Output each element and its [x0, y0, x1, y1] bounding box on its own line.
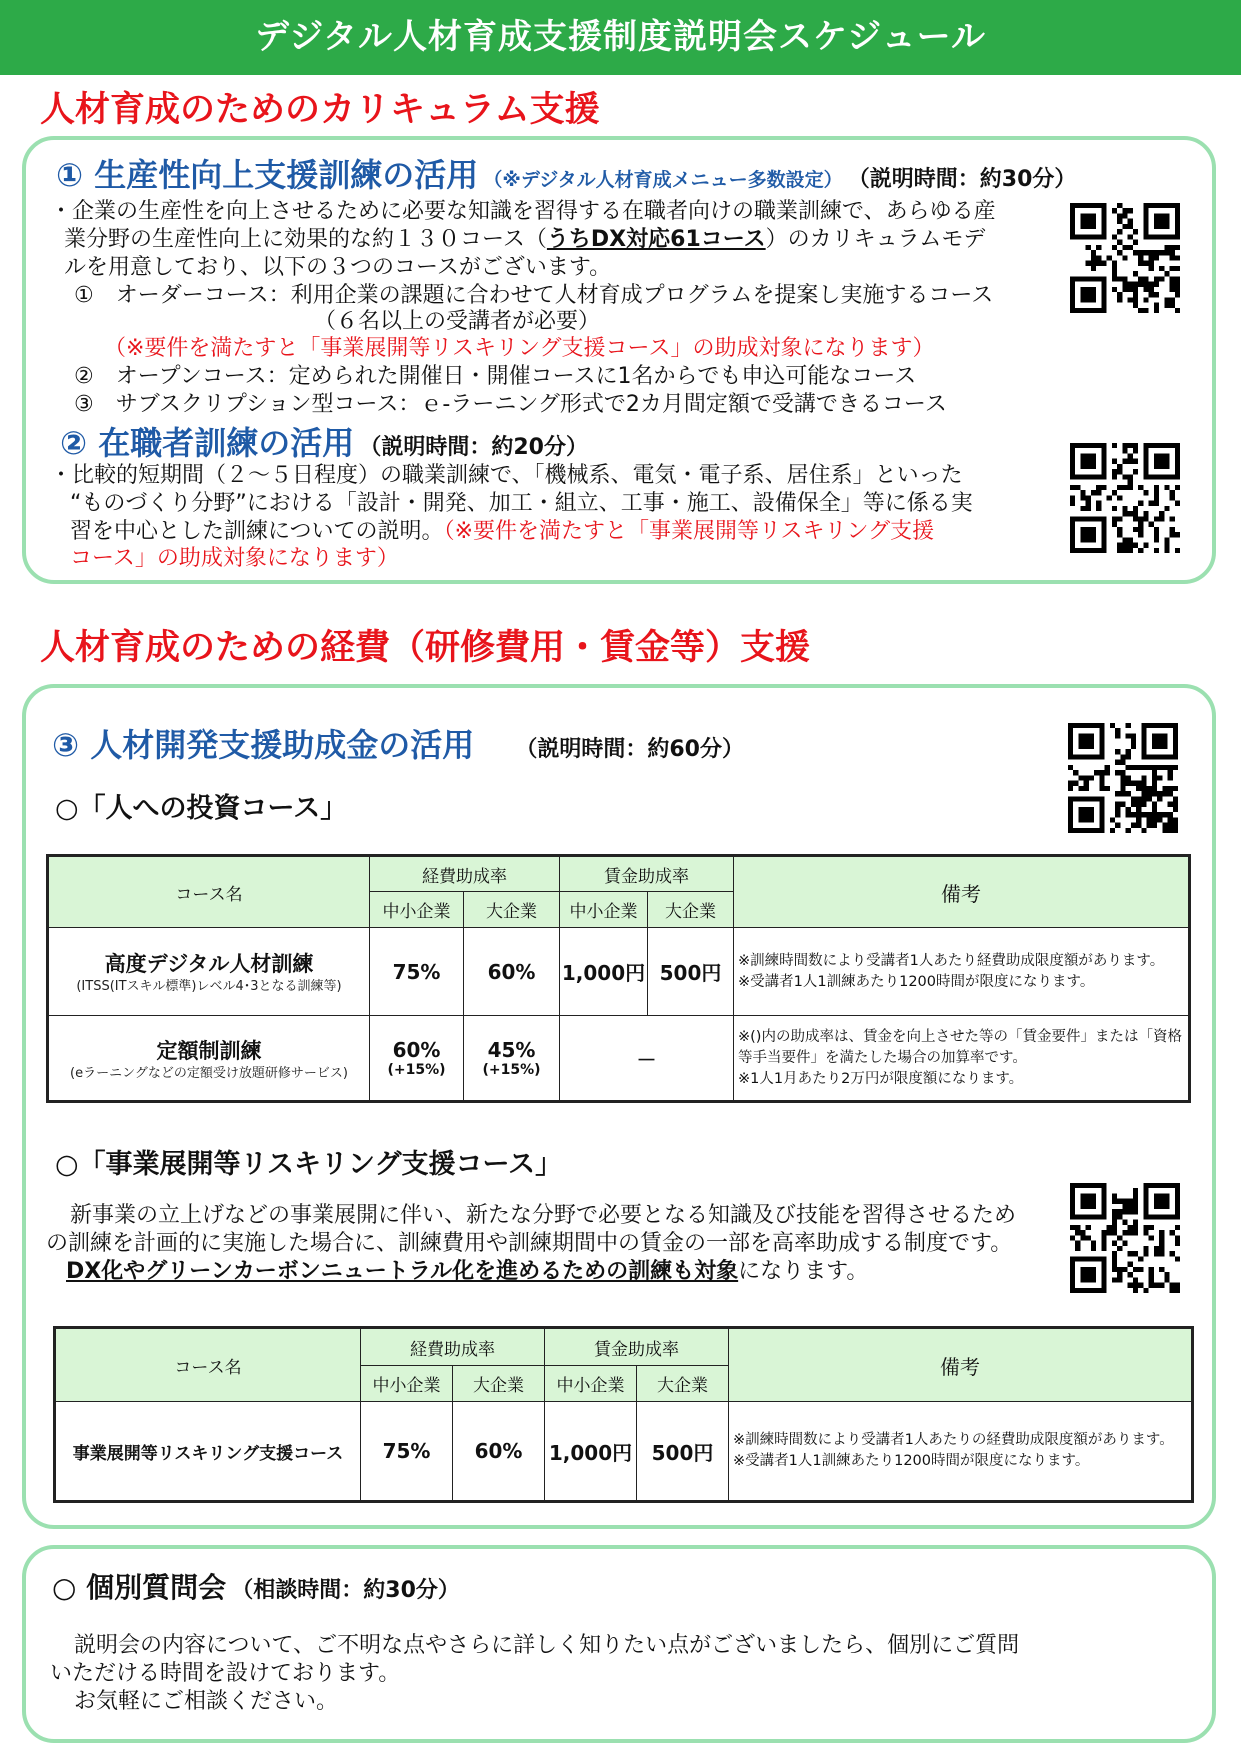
- course-name-cell: 定額制訓練 (eラーニングなどの定額受け放題研修サービス): [48, 1016, 370, 1102]
- col-header-course: コース名: [48, 856, 370, 928]
- item2-time: （説明時間：約20分）: [359, 435, 588, 460]
- course2-heading: ○「事業展開等リスキリング支援コース」: [55, 1149, 563, 1180]
- wage-large-cell: 500円: [637, 1402, 729, 1502]
- item2-line: 習を中心とした訓練についての説明。（※要件を満たすと「事業展開等リスキリング支援: [70, 519, 935, 544]
- exp-large-cell: 45% (+15%): [464, 1016, 560, 1102]
- dx-course-count: うちDX対応61コース: [546, 227, 766, 252]
- open-course-line: ② オープンコース：定められた開催日・開催コースに1名からでも申込可能なコース: [74, 364, 917, 389]
- col-header-wage: 賃金助成率: [545, 1328, 729, 1366]
- item2-line: ・比較的短期間（２～５日程度）の職業訓練で、「機械系、電気・電子系、居住系」といった: [50, 463, 963, 488]
- item2-heading: [60, 418, 588, 464]
- exp-sme-cell: 75%: [370, 928, 464, 1016]
- qr-code-productivity[interactable]: [1070, 203, 1180, 313]
- col-header-remarks: 備考: [729, 1328, 1193, 1402]
- item1-line: ルを用意しており、以下の３つのコースがございます。: [64, 255, 612, 280]
- dx-target-note: DX化やグリーンカーボンニュートラル化を進めるための訓練も対象: [66, 1259, 739, 1284]
- order-course-requirement: （６名以上の受講者が必要）: [314, 309, 601, 334]
- col-header-sme: 中小企業: [545, 1366, 637, 1402]
- exp-large-cell: 60%: [453, 1402, 545, 1502]
- remarks-cell: ※訓練時間数により受講者1人あたり経費助成限度額があります。 ※受講者1人1訓練あたり1200時間が限度になります。: [734, 928, 1190, 1016]
- item2-line: コース」の助成対象になります）: [70, 546, 399, 571]
- item1-title: ① 生産性向上支援訓練の活用: [56, 156, 479, 194]
- remarks-cell: ※()内の助成率は、賃金を向上させた等の「賃金要件」または「資格等手当要件」を満たした場合の加算率です。 ※1人1月あたり2万円が限度額になります。: [734, 1016, 1190, 1102]
- item3-title: ③ 人材開発支援助成金の活用: [52, 726, 475, 764]
- item2-title: ② 在職者訓練の活用: [60, 424, 355, 462]
- course1-heading: ○「人への投資コース」: [55, 793, 348, 824]
- order-course-subsidy-note: （※要件を満たすと「事業展開等リスキリング支援コース」の助成対象になります）: [104, 336, 935, 361]
- exp-sme-cell: 60% (+15%): [370, 1016, 464, 1102]
- remarks-cell: ※訓練時間数により受講者1人あたりの経費助成限度額があります。 ※受講者1人1訓練あたり1200時間が限度になります。: [729, 1402, 1193, 1502]
- item1-heading: [56, 150, 1076, 196]
- qr-code-incumbent-training[interactable]: [1070, 443, 1180, 553]
- col-header-wage: 賃金助成率: [560, 856, 734, 892]
- consultation-time: （相談時間：約30分）: [231, 1578, 460, 1603]
- col-header-large: 大企業: [453, 1366, 545, 1402]
- col-header-sme: 中小企業: [370, 892, 464, 928]
- consultation-title: ○ 個別質問会: [52, 1571, 227, 1604]
- item1-line: ・企業の生産性を向上させるために必要な知識を習得する在職者向けの職業訓練で、あらゆる産: [50, 199, 996, 224]
- section-heading-curriculum: 人材育成のためのカリキュラム支援: [40, 90, 600, 130]
- wage-sme-cell: 1,000円: [545, 1402, 637, 1502]
- col-header-expense: 経費助成率: [361, 1328, 545, 1366]
- item3-time: （説明時間：約60分）: [515, 737, 744, 762]
- course2-line: DX化やグリーンカーボンニュートラル化を進めるための訓練も対象になります。: [66, 1259, 869, 1284]
- item2-line: “ものづくり分野”における「設計・開発、加工・組立、工事・施工、設備保全」等に係る実: [70, 491, 973, 516]
- exp-sme-cell: 75%: [361, 1402, 453, 1502]
- course2-line: 新事業の立上げなどの事業展開に伴い、新たな分野で必要となる知識及び技能を習得させるため: [70, 1203, 1017, 1228]
- consultation-line: お気軽にご相談ください。: [74, 1689, 339, 1714]
- exp-large-cell: 60%: [464, 928, 560, 1016]
- section-heading-expenses: 人材育成のための経費（研修費用・賃金等）支援: [40, 628, 811, 668]
- consultation-line: 説明会の内容について、ご不明な点やさらに詳しく知りたい点がございましたら、個別にご質問: [74, 1633, 1020, 1658]
- col-header-remarks: 備考: [734, 856, 1190, 928]
- col-header-large: 大企業: [637, 1366, 729, 1402]
- item3-heading: [52, 720, 744, 766]
- course-name-cell: 事業展開等リスキリング支援コース: [55, 1402, 361, 1502]
- col-header-large: 大企業: [464, 892, 560, 928]
- item1-line: 業分野の生産性向上に効果的な約１３０コース（うちDX対応61コース）のカリキュラムモデ: [64, 227, 986, 252]
- col-header-sme: 中小企業: [560, 892, 648, 928]
- table-row: [48, 1016, 1190, 1102]
- col-header-sme: 中小企業: [361, 1366, 453, 1402]
- consultation-heading: [52, 1566, 460, 1606]
- wage-large-cell: 500円: [648, 928, 734, 1016]
- item1-title-note: （※デジタル人材育成メニュー多数設定）: [483, 169, 843, 191]
- wage-sme-cell: 1,000円: [560, 928, 648, 1016]
- order-course-line: ① オーダーコース：利用企業の課題に合わせて人材育成プログラムを提案し実施するコース: [74, 283, 994, 308]
- col-header-expense: 経費助成率: [370, 856, 560, 892]
- col-header-large: 大企業: [648, 892, 734, 928]
- course-name-cell: 高度デジタル人材訓練 (ITSS(ITスキル標準)レベル4･3となる訓練等): [48, 928, 370, 1016]
- course2-line: の訓練を計画的に実施した場合に、訓練費用や訓練期間中の賃金の一部を高率助成する制度です。: [46, 1231, 1013, 1256]
- reskilling-course-table: [53, 1326, 1194, 1503]
- consultation-line: いただける時間を設けております。: [50, 1661, 401, 1686]
- wage-cell: －: [560, 1016, 734, 1102]
- table-row: [55, 1402, 1193, 1502]
- investment-course-table: [46, 854, 1191, 1103]
- subscription-course-line: ③ サブスクリプション型コース：ｅ-ラーニング形式で2カ月間定額で受講できるコース: [74, 392, 947, 417]
- page-banner: デジタル人材育成支援制度説明会スケジュール: [0, 0, 1241, 75]
- col-header-course: コース名: [55, 1328, 361, 1402]
- item1-time: （説明時間：約30分）: [847, 167, 1077, 192]
- table-row: [48, 928, 1190, 1016]
